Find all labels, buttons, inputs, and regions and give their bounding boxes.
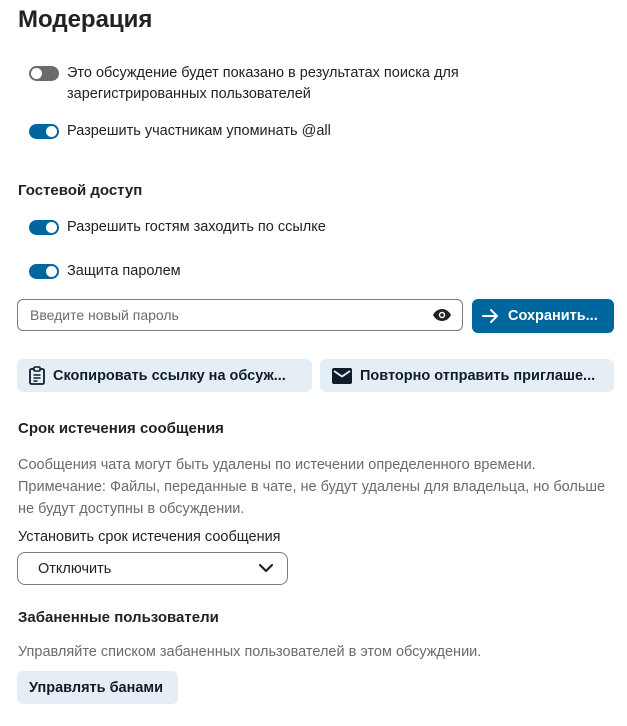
search-visibility-toggle[interactable]	[29, 66, 59, 81]
clipboard-icon	[29, 366, 45, 385]
banned-users-description: Управляйте списком забаненных пользователей в этом обсуждении.	[18, 644, 482, 660]
expiration-selected-value: Отключить	[38, 560, 112, 577]
save-password-label: Сохранить...	[508, 308, 598, 324]
mention-all-label: Разрешить участникам упоминать @all	[67, 123, 331, 139]
envelope-icon	[332, 368, 352, 384]
toggle-knob	[46, 126, 57, 137]
guest-access-heading: Гостевой доступ	[18, 182, 143, 199]
toggle-knob	[46, 266, 57, 277]
mention-all-row	[29, 121, 331, 142]
expiration-description: Сообщения чата могут быть удалены по истечении определенного времени. Примечание: Файлы, переданные в чате, не будут удалены для владельца, но больше не будут доступны в обсуждении.	[18, 457, 606, 517]
guest-link-toggle[interactable]	[29, 220, 59, 235]
password-protect-label: Защита паролем	[67, 263, 181, 279]
save-password-button[interactable]	[472, 299, 614, 333]
expiration-select[interactable]	[17, 552, 288, 585]
search-visibility-row	[29, 63, 499, 105]
password-field	[17, 299, 463, 331]
expiration-heading: Срок истечения сообщения	[18, 420, 224, 437]
banned-users-heading: Забаненные пользователи	[18, 609, 219, 626]
guest-link-label: Разрешить гостям заходить по ссылке	[67, 219, 326, 235]
mention-all-toggle[interactable]	[29, 124, 59, 139]
guest-link-row	[29, 217, 326, 238]
show-password-eye-icon[interactable]	[432, 305, 452, 325]
copy-link-button[interactable]	[17, 359, 312, 392]
password-protect-toggle[interactable]	[29, 264, 59, 279]
search-visibility-label: Это обсуждение будет показано в результатах поиска для зарегистрированных пользователей	[67, 65, 459, 102]
resend-invite-label: Повторно отправить приглаше...	[360, 367, 596, 384]
resend-invite-button[interactable]	[320, 359, 614, 392]
chevron-down-icon	[259, 561, 273, 577]
copy-link-label: Скопировать ссылку на обсуж...	[53, 367, 286, 384]
expiration-select-label: Установить срок истечения сообщения	[18, 529, 281, 545]
password-protect-row	[29, 261, 181, 282]
manage-bans-button[interactable]	[17, 671, 178, 704]
toggle-knob	[46, 222, 57, 233]
page-title: Модерация	[18, 6, 153, 33]
manage-bans-label: Управлять банами	[29, 679, 164, 696]
toggle-knob	[31, 68, 42, 79]
arrow-right-icon	[482, 308, 500, 324]
password-input[interactable]	[28, 306, 432, 324]
